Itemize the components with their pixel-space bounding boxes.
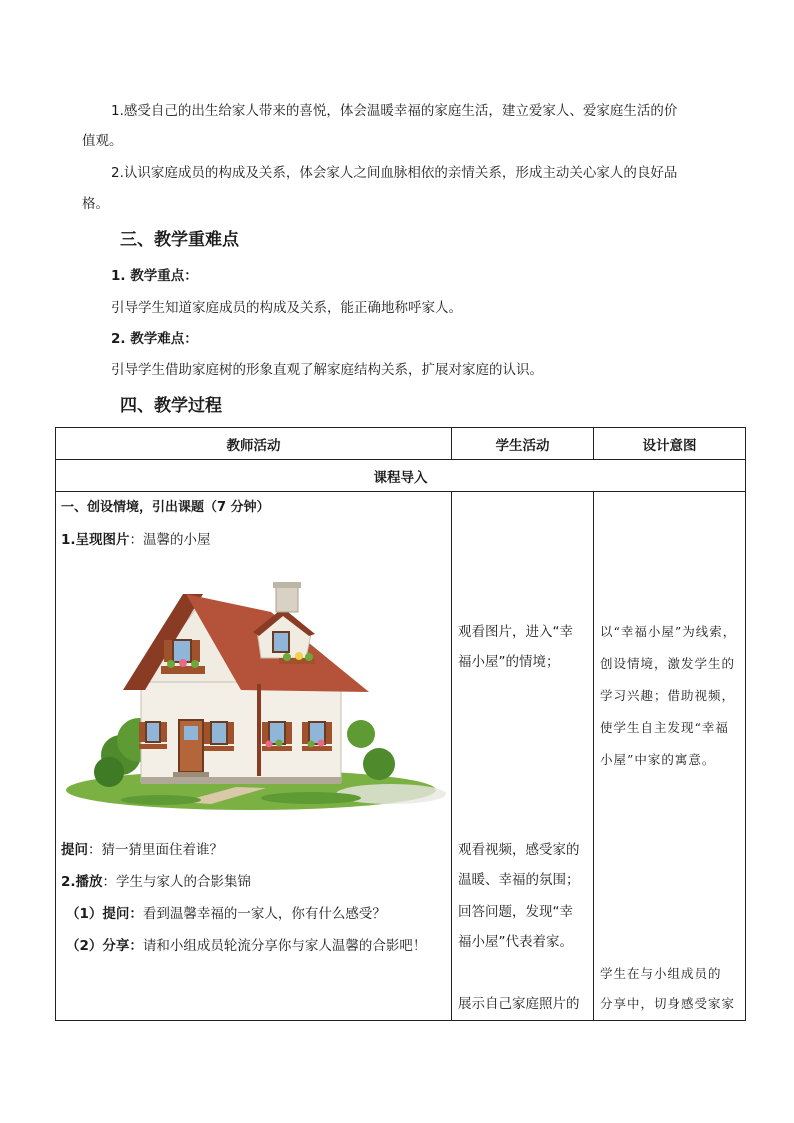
- student-activity-cell: [452, 492, 594, 1021]
- student-line: 温暖、幸福的氛围；: [458, 872, 580, 888]
- section-4-heading: 四、教学过程: [120, 396, 222, 416]
- student-line: 展示自己家庭照片的: [458, 996, 580, 1012]
- chimney: [276, 586, 298, 612]
- sub1-text: 看到温馨幸福的一家人，你有什么感受？: [142, 906, 386, 922]
- design-line: 学习兴趣；借助视频，: [600, 688, 736, 703]
- objective-2-line2: 格。: [82, 196, 109, 212]
- student-line: 观看视频，感受家的: [458, 842, 580, 858]
- objective-1-line1: 1.感受自己的出生给家人带来的喜悦，体会温暖幸福的家庭生活，建立爱家人、爱家庭生活的价: [111, 103, 678, 119]
- item1-text: ：温馨的小屋: [129, 532, 211, 548]
- sub2-label: （2）分享：: [66, 938, 143, 954]
- design-line: 小屋”中家的寓意。: [600, 752, 716, 767]
- student-line: 福小屋”代表着家。: [458, 934, 573, 950]
- teaching-process-table: [55, 427, 746, 1021]
- item2-number: 2.: [61, 874, 76, 890]
- section-row-intro: 课程导入: [56, 460, 746, 492]
- objective-1-line2: 值观。: [82, 133, 123, 149]
- bush-right: [363, 748, 395, 780]
- design-line: 学生在与小组成员的: [600, 966, 722, 981]
- design-line: 以“幸福小屋”为线索，: [600, 624, 737, 639]
- teacher-sub-2: [66, 936, 426, 956]
- difficulty-label: 2. 教学难点：: [111, 331, 198, 347]
- key-point-text: 引导学生知道家庭成员的构成及关系，能正确地称呼家人。: [111, 300, 462, 316]
- teacher-sub-1: [66, 904, 386, 924]
- item1-bold: 呈现图片: [75, 532, 130, 548]
- student-line: 福小屋”的情境；: [458, 654, 560, 670]
- header-teacher-activity: 教师活动: [56, 428, 452, 460]
- design-line: 分享中，切身感受家家: [600, 996, 736, 1011]
- header-design-intent: 设计意图: [594, 428, 746, 460]
- difficulty-text: 引导学生借助家庭树的形象直观了解家庭结构关系，扩展对家庭的认识。: [111, 362, 543, 378]
- teacher-activity-cell: [56, 492, 452, 1021]
- objective-2-line1: 2.认识家庭成员的构成及关系，体会家人之间血脉相依的亲情关系，形成主动关心家人的良好品: [111, 165, 678, 181]
- teacher-item-1: [61, 530, 211, 550]
- teacher-heading: 一、创设情境，引出课题（7 分钟）: [61, 500, 270, 515]
- teacher-item-2: [61, 872, 251, 892]
- design-line: 创设情境，激发学生的: [600, 656, 736, 671]
- section-3-heading: 三、教学重难点: [120, 230, 239, 250]
- design-line: 使学生自主发现“幸福: [600, 720, 729, 735]
- key-point-label: 1. 教学重点：: [111, 268, 198, 284]
- question-text: ：猜一猜里面住着谁？: [88, 842, 223, 858]
- teacher-question: [61, 840, 223, 860]
- cozy-cottage-illustration: [61, 572, 451, 822]
- item2-bold: 播放: [75, 874, 103, 890]
- sub2-text: 请和小组成员轮流分享你与家人温馨的合影吧！: [142, 938, 427, 954]
- sub1-label: （1）提问：: [66, 906, 143, 922]
- student-line: 回答问题，发现“幸: [458, 904, 573, 920]
- design-intent-cell: [594, 492, 746, 1021]
- item1-number: 1.: [61, 532, 76, 548]
- student-line: 观看图片，进入“幸: [458, 624, 573, 640]
- question-label: 提问: [61, 842, 88, 858]
- header-student-activity: 学生活动: [452, 428, 594, 460]
- item2-text: ：学生与家人的合影集锦: [102, 874, 252, 890]
